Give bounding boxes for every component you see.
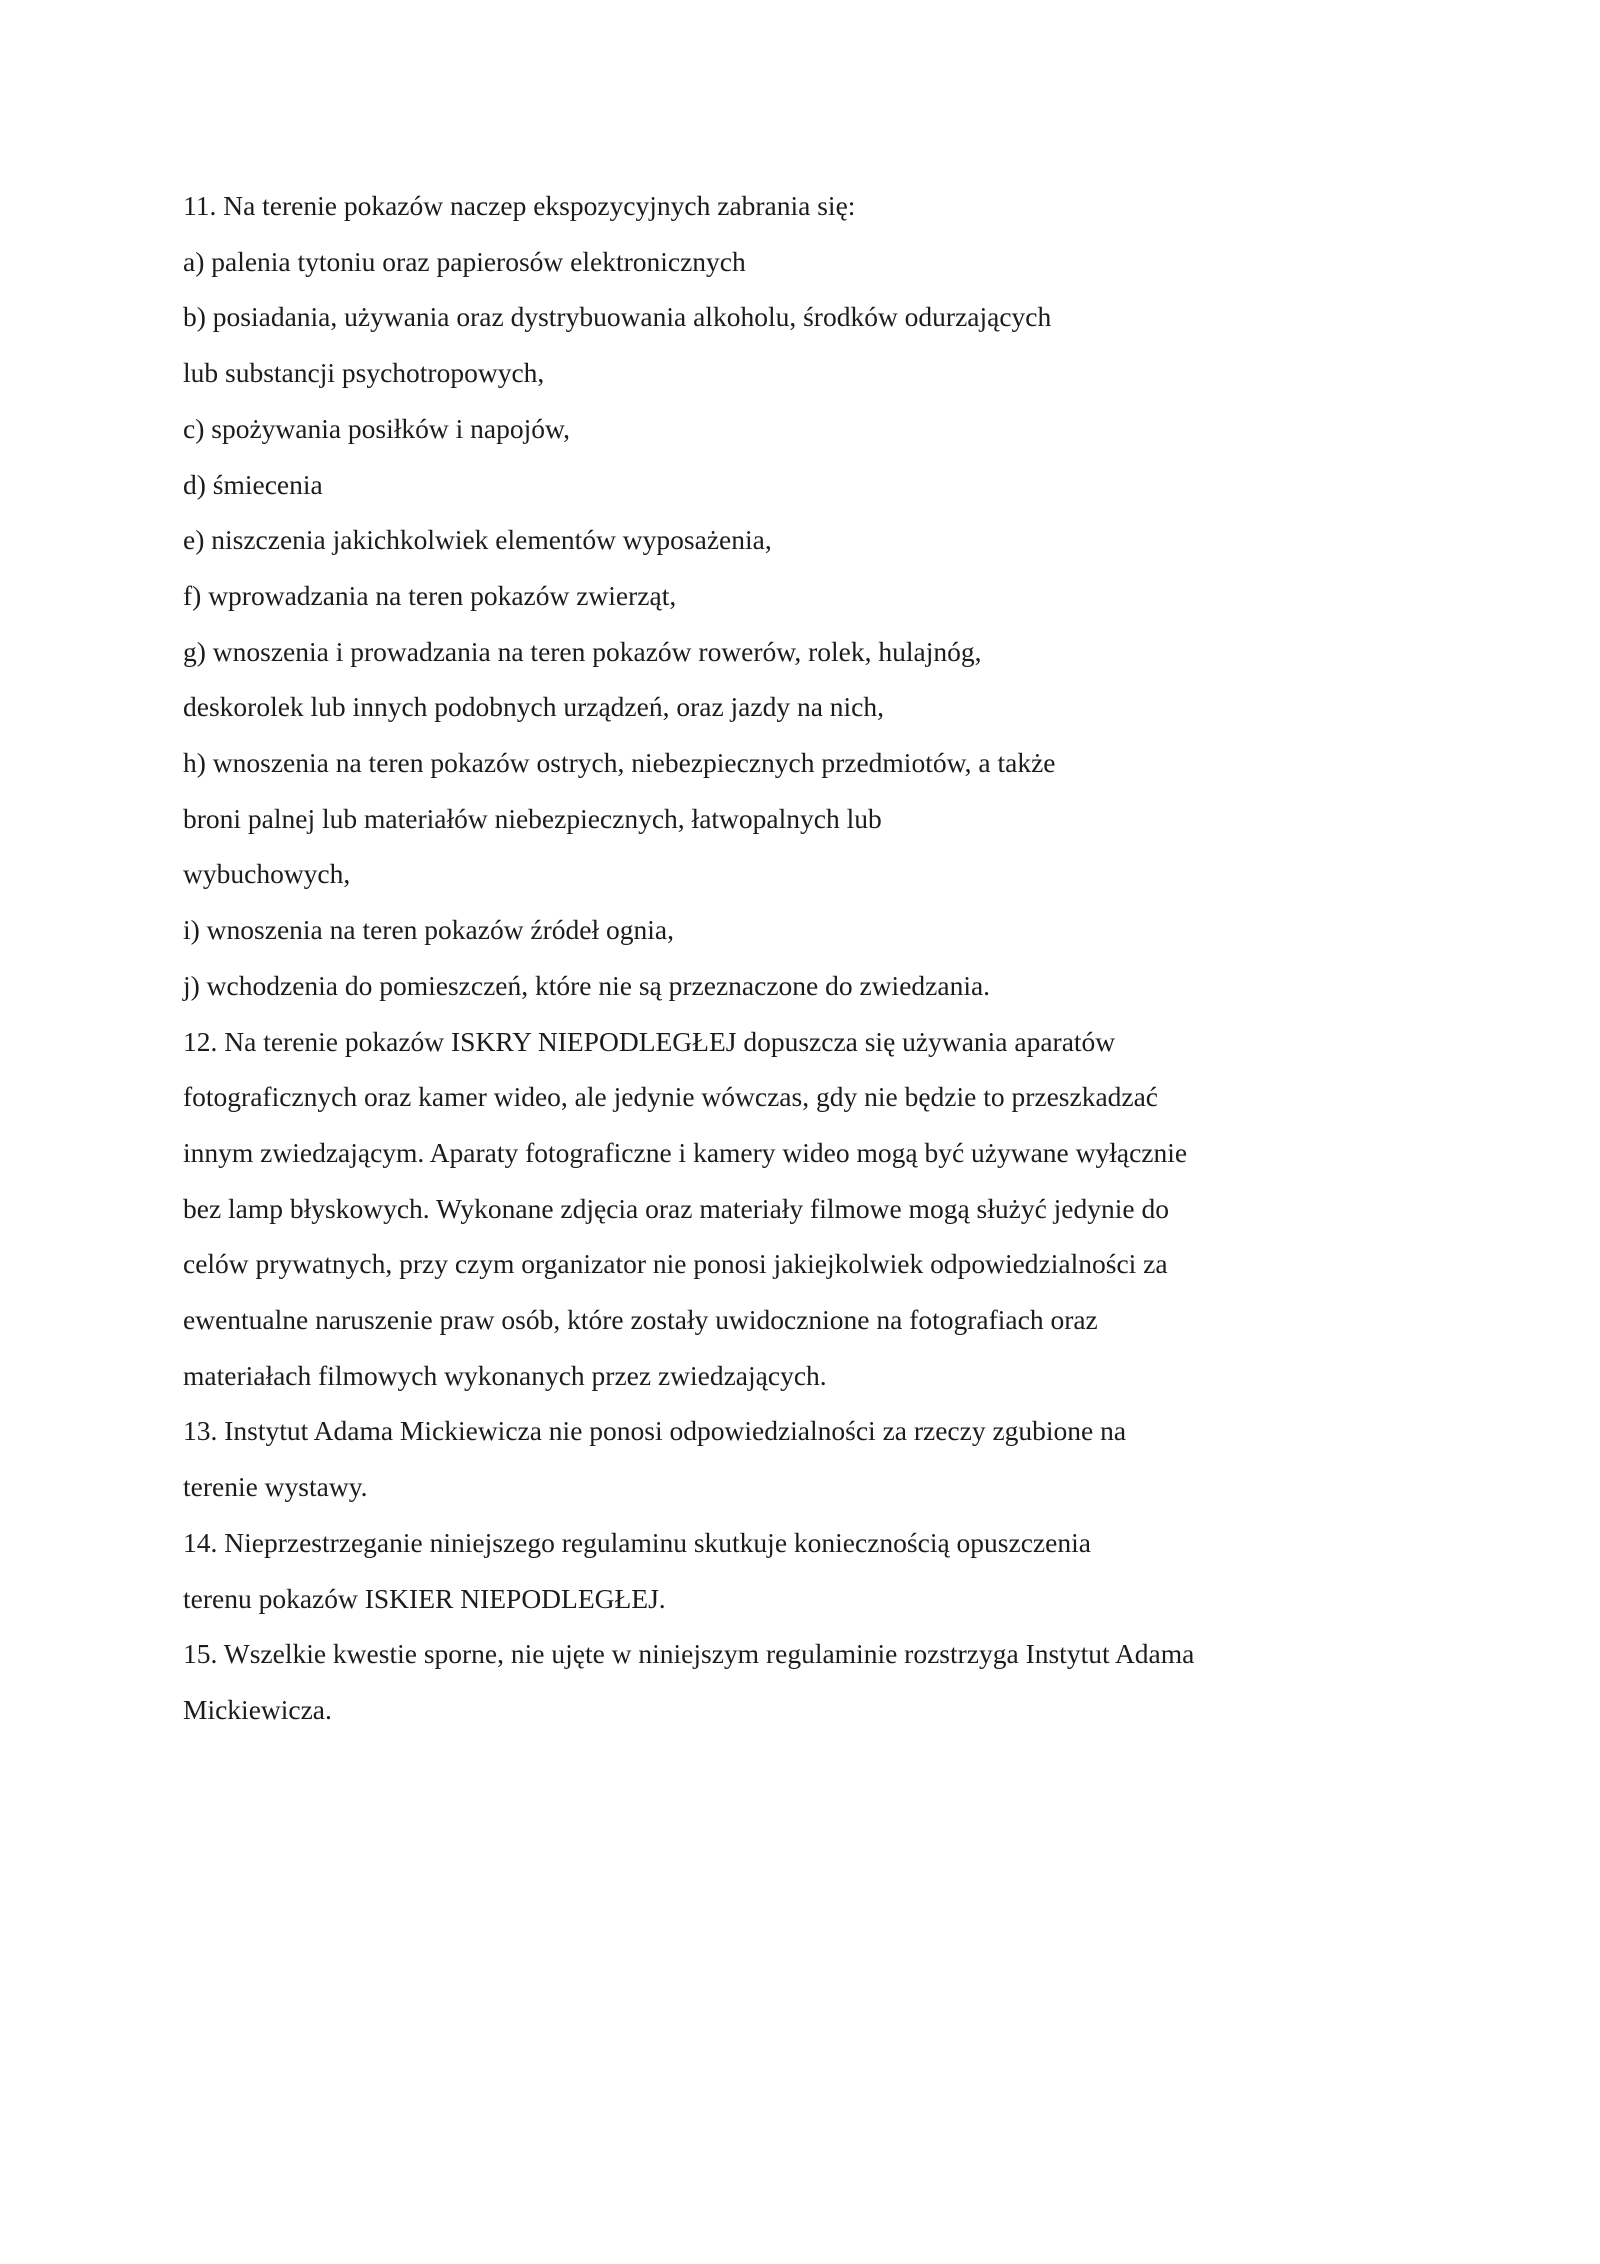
text-line: celów prywatnych, przy czym organizator nie ponosi jakiejkolwiek odpowiedzialności za: [183, 1248, 1168, 1280]
text-line: e) niszczenia jakichkolwiek elementów wyposażenia,: [183, 524, 772, 556]
text-line: j) wchodzenia do pomieszczeń, które nie są przeznaczone do zwiedzania.: [183, 969, 991, 1001]
text-line: Mickiewicza.: [183, 1693, 332, 1725]
text-line: f) wprowadzania na teren pokazów zwierząt,: [183, 579, 677, 611]
text-line: g) wnoszenia i prowadzania na teren pokazów rowerów, rolek, hulajnóg,: [183, 635, 982, 667]
text-line: b) posiadania, używania oraz dystrybuowania alkoholu, środków odurzających: [183, 301, 1052, 333]
text-line: ewentualne naruszenie praw osób, które zostały uwidocznione na fotografiach oraz: [183, 1304, 1098, 1336]
text-line: innym zwiedzającym. Aparaty fotograficzne i kamery wideo mogą być używane wyłącznie: [183, 1136, 1188, 1168]
text-line: fotograficznych oraz kamer wideo, ale jedynie wówczas, gdy nie będzie to przeszkadzać: [183, 1081, 1159, 1113]
document-text: [183, 178, 1463, 1738]
text-line: bez lamp błyskowych. Wykonane zdjęcia oraz materiały filmowe mogą służyć jedynie do: [183, 1192, 1169, 1224]
text-line: i) wnoszenia na teren pokazów źródeł ognia,: [183, 914, 674, 946]
text-line: 14. Nieprzestrzeganie niniejszego regulaminu skutkuje koniecznością opuszczenia: [183, 1526, 1091, 1558]
text-line: deskorolek lub innych podobnych urządzeń, oraz jazdy na nich,: [183, 691, 885, 723]
text-line: 15. Wszelkie kwestie sporne, nie ujęte w niniejszym regulaminie rozstrzyga Instytut Adama: [183, 1638, 1195, 1670]
text-line: d) śmiecenia: [183, 468, 323, 500]
text-line: broni palnej lub materiałów niebezpiecznych, łatwopalnych lub: [183, 802, 882, 834]
text-line: wybuchowych,: [183, 858, 351, 890]
text-line: 12. Na terenie pokazów ISKRY NIEPODLEGŁEJ dopuszcza się używania aparatów: [183, 1025, 1116, 1057]
text-line: c) spożywania posiłków i napojów,: [183, 412, 570, 444]
text-line: terenu pokazów ISKIER NIEPODLEGŁEJ.: [183, 1582, 666, 1614]
text-line: 13. Instytut Adama Mickiewicza nie ponosi odpowiedzialności za rzeczy zgubione na: [183, 1415, 1127, 1447]
text-line: materiałach filmowych wykonanych przez zwiedzających.: [183, 1359, 827, 1391]
text-line: lub substancji psychotropowych,: [183, 357, 545, 389]
text-line: 11. Na terenie pokazów naczep ekspozycyjnych zabrania się:: [183, 190, 856, 221]
text-line: terenie wystawy.: [183, 1471, 368, 1503]
text-line: a) palenia tytoniu oraz papierosów elektronicznych: [183, 245, 746, 277]
text-line: h) wnoszenia na teren pokazów ostrych, niebezpiecznych przedmiotów, a także: [183, 747, 1056, 779]
